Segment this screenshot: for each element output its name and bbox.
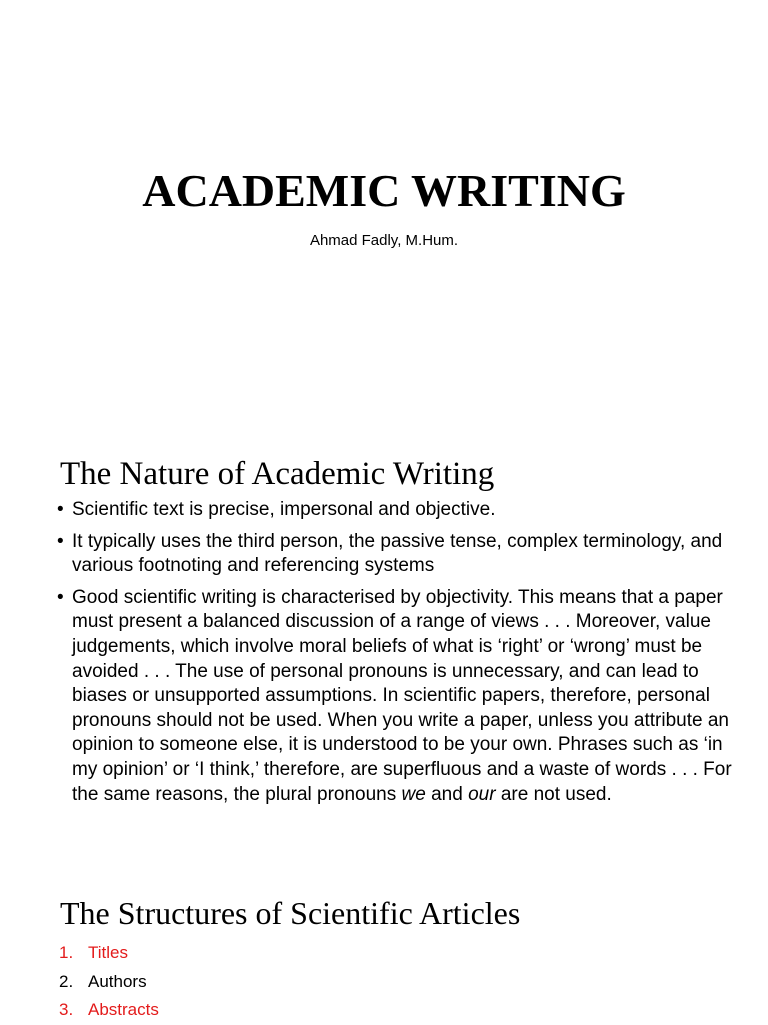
item-number: 2. <box>59 971 74 991</box>
emphasis-our: our <box>468 783 496 805</box>
nature-heading: The Nature of Academic Writing <box>60 456 495 492</box>
structure-item-authors <box>57 968 159 997</box>
item-label: Authors <box>88 971 147 991</box>
structures-heading: The Structures of Scientific Articles <box>60 895 521 931</box>
bullet-item <box>57 498 737 523</box>
bullet-dot-icon: • <box>57 586 64 608</box>
structure-item-abstracts <box>57 996 159 1025</box>
bullet-dot-icon: • <box>57 499 64 520</box>
bullet-text-part: Good scientific writing is characterised by objectivity. This means that a paper must present a balanced discussion of a range of views . . . Moreover, value judgements, which involve moral beliefs of what is ‘right’ or ‘wrong’ must be avoided . . . The use of personal pronouns is unnecessary, and can lead to biases or unsupported assumptions. In scientific papers, therefore, personal pronouns should not be used. When you write a paper, unless you attribute an opinion to someone else, it is understood to be your own. Phrases such as ‘in my opinion’ or ‘I think,’ therefore, are superfluous and a waste of words . . . For the same reasons, the plural pronouns <box>72 586 732 805</box>
bullet-text: It typically uses the third person, the passive tense, complex terminology, and various footnoting and referencing systems <box>72 530 723 577</box>
structure-item-titles <box>57 939 159 968</box>
item-label: Abstracts <box>88 1000 159 1019</box>
bullet-item <box>57 530 737 579</box>
bullet-item <box>57 586 737 807</box>
item-number: 3. <box>59 1000 74 1019</box>
item-number: 1. <box>59 943 74 962</box>
bullet-text: Scientific text is precise, impersonal and objective. <box>72 499 496 520</box>
nature-bullet-list <box>57 498 737 814</box>
bullet-dot-icon: • <box>57 530 64 552</box>
item-label: Titles <box>88 943 128 962</box>
slide-title: ACADEMIC WRITING <box>142 165 626 216</box>
bullet-text-part: are not used. <box>495 783 612 805</box>
author-name: Ahmad Fadly, M.Hum. <box>309 232 459 249</box>
structures-list <box>57 939 159 1025</box>
bullet-text <box>72 587 732 805</box>
bullet-text-part: and <box>425 783 469 805</box>
emphasis-we: we <box>401 783 426 805</box>
